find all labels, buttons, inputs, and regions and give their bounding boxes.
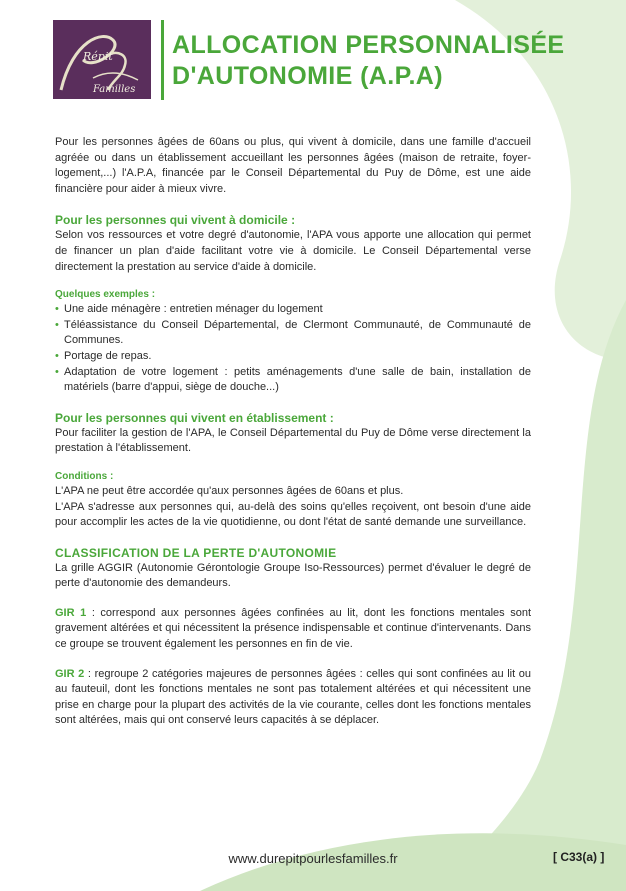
gir1-text: : correspond aux personnes âgées confinées au lit, dont les fonctions mentales sont gravement altérées et qui nécessitent la présence indispensable et continue d'intervenants. Dans ce groupe se trouvent également les personnes en fin de vie. (55, 606, 532, 651)
footer-website: www.durepitpourlesfamilles.fr (228, 851, 398, 866)
domicile-heading: Pour les personnes qui vivent à domicile : (55, 213, 296, 228)
intro-paragraph: Pour les personnes âgées de 60ans ou plus, qui vivent à domicile, dans une famille d'accueil agréée ou dans un établissement accueillant les personnes âgées (maison de retraite, foyer-logement,...) l'A.P.A, financée par le Conseil Départemental du Puy de Dôme, est une aide financière pour aider à mieux vivre. (55, 136, 531, 195)
page-title (172, 30, 592, 92)
gir1-label: GIR 1 (55, 606, 87, 619)
gir2-label: GIR 2 (55, 667, 85, 680)
list-item: • Portage de repas. (55, 349, 531, 365)
classification-paragraph: La grille AGGIR (Autonomie Gérontologie Groupe Iso-Ressources) permet d'évaluer le degré de perte d'autonomie des demandeurs. (55, 561, 531, 590)
gir2-paragraph (55, 667, 531, 729)
gir2-text: : regroupe 2 catégories majeures de personnes âgées : celles qui sont confinées au lit ou au fauteuil, dont les fonctions mentales ne sont pas totalement altérées et qui nécessitent une prise en charge pour la plupart des activités de la vie courante, celles dont les fonctions mentales sont altérées, mais qui ont conservé leurs capacités à se déplacer. (55, 667, 532, 727)
svg-text:Familles: Familles (93, 84, 136, 95)
bullet-icon: • (55, 349, 59, 362)
conditions-paragraph-1: L'APA ne peut être accordée qu'aux personnes âgées de 60ans et plus. (55, 484, 404, 497)
exemples-list (55, 302, 531, 396)
etablissement-paragraph: Pour faciliter la gestion de l'APA, le Conseil Départemental du Puy de Dôme verse directement la prestation à l'établissement. (55, 426, 531, 455)
list-item: • Téléassistance du Conseil Départemental, de Clermont Communauté, de Communauté de Communes. (55, 318, 531, 347)
title-rule (161, 20, 164, 100)
domicile-paragraph: Selon vos ressources et votre degré d'autonomie, l'APA vous apporte une allocation qui permet de financer un plan d'aide facilitant votre vie à domicile. Le Conseil Départemental verse directement la prestation au service d'aide à domicile. (55, 229, 531, 273)
etablissement-heading: Pour les personnes qui vivent en établissement : (55, 410, 334, 425)
classification-heading: CLASSIFICATION DE LA PERTE D'AUTONOMIE (55, 545, 337, 560)
gir1-paragraph (55, 606, 531, 653)
page-number: [ C33(a) ] (553, 850, 605, 864)
repit-familles-logo (53, 20, 151, 99)
exemples-heading: Quelques exemples : (55, 289, 156, 301)
document-body (55, 135, 531, 729)
list-item: • Adaptation de votre logement : petits aménagements d'une salle de bain, installation de matériels (barre d'appui, siège de douche...) (55, 365, 531, 394)
page-title-line-1: ALLOCATION PERSONNALISÉE (172, 31, 565, 59)
bullet-icon: • (55, 318, 59, 331)
conditions-heading: Conditions : (55, 470, 114, 482)
conditions-paragraph-2: L'APA s'adresse aux personnes qui, au-delà des soins qu'elles reçoivent, ont besoin d'une aide pour accomplir les actes de la vie quotidienne, ou dont l'état de santé demande une surveillance. (55, 500, 531, 529)
bullet-icon: • (55, 303, 59, 316)
bullet-icon: • (55, 365, 59, 378)
list-item: • Une aide ménagère : entretien ménager du logement (55, 302, 531, 318)
svg-text:Répit: Répit (83, 50, 113, 63)
page-title-line-2: D'AUTONOMIE (A.P.A) (172, 62, 443, 90)
